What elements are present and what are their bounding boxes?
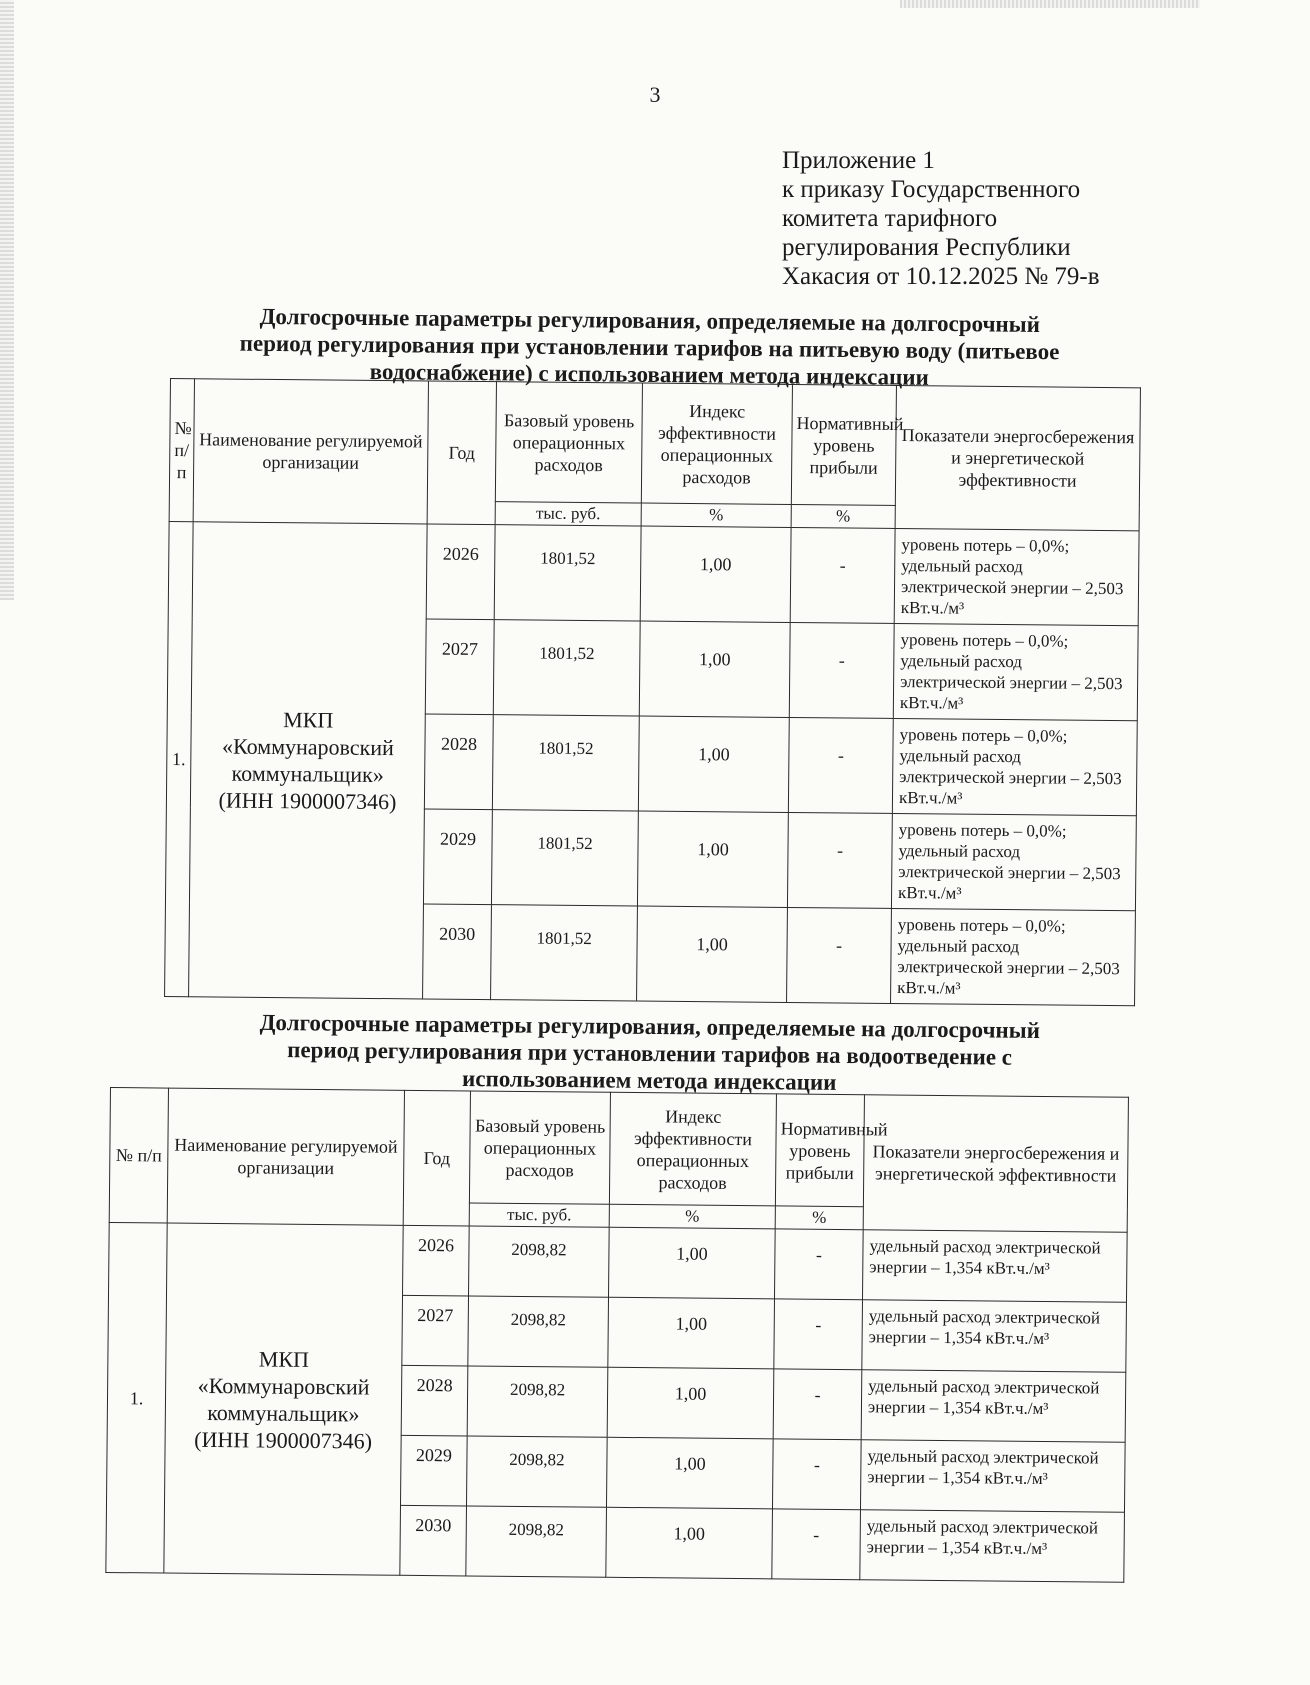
profit-level-cell: -	[787, 907, 892, 1003]
org-line: «Коммунаровский	[197, 1372, 370, 1400]
efficiency-index-cell: 1,00	[638, 716, 789, 812]
profit-level-cell: -	[772, 1439, 861, 1510]
table-row	[109, 1222, 1128, 1302]
row-number: 1.	[106, 1222, 167, 1573]
unit-efficiency-index: %	[609, 1204, 775, 1229]
profit-level-cell: -	[789, 622, 894, 718]
title-line: водоснабжение) с использованием метода индексации	[369, 358, 929, 390]
efficiency-index-cell: 1,00	[608, 1297, 775, 1369]
base-opex-cell: 1801,52	[493, 620, 640, 716]
base-opex-cell: 2098,82	[467, 1366, 608, 1437]
energy-indicator-cell: удельный расход электрической энергии – 1,354 кВт.ч./м³	[861, 1370, 1126, 1443]
year-cell: 2026	[403, 1225, 470, 1296]
profit-level-cell: -	[788, 717, 893, 813]
organization-name	[189, 522, 428, 999]
title-line: Долгосрочные параметры регулирования, определяемые на долгосрочный	[259, 303, 1041, 338]
header-year: Год	[403, 1090, 470, 1226]
profit-level-cell: -	[774, 1299, 863, 1370]
profit-level-cell: -	[773, 1369, 862, 1440]
header-energy-indicators: Показатели энергосбережения и энергетической эффективности	[863, 1095, 1128, 1233]
year-cell: 2030	[423, 904, 492, 1000]
energy-indicator-cell: уровень потерь – 0,0%; удельный расход электрической энергии – 2,503 кВт.ч./м³	[894, 528, 1139, 625]
title-line: Долгосрочные параметры регулирования, определяемые на долгосрочный	[259, 1009, 1041, 1044]
header-year: Год	[427, 381, 496, 525]
base-opex-cell: 2098,82	[466, 1506, 607, 1577]
org-line: коммунальщик»	[231, 760, 384, 788]
energy-indicator-cell: уровень потерь – 0,0%; удельный расход электрической энергии – 2,503 кВт.ч./м³	[892, 718, 1137, 815]
year-cell: 2029	[423, 809, 492, 905]
year-cell: 2028	[424, 714, 493, 810]
unit-base-opex: тыс. руб.	[469, 1203, 609, 1227]
unit-efficiency-index: %	[641, 503, 791, 527]
unit-base-opex: тыс. руб.	[495, 502, 641, 526]
energy-indicator-cell: уровень потерь – 0,0%; удельный расход электрической энергии – 2,503 кВт.ч./м³	[893, 623, 1138, 720]
base-opex-cell: 1801,52	[494, 525, 641, 621]
base-opex-cell: 1801,52	[491, 905, 638, 1001]
title-line: период регулирования при установлении тарифов на водоотведение с	[287, 1037, 1013, 1070]
header-profit-level: Нормативный уровень прибыли	[791, 384, 896, 505]
page-number: 3	[649, 82, 661, 107]
base-opex-cell: 1801,52	[491, 810, 638, 906]
table-header-row	[109, 1088, 1128, 1210]
year-cell: 2027	[425, 619, 494, 715]
header-efficiency-index: Индекс эффективности операционных расходов	[609, 1092, 776, 1206]
title-line: период регулирования при установлении тарифов на питьевую воду (питьевое	[239, 330, 1060, 365]
header-base-opex: Базовый уровень операционных расходов	[469, 1091, 610, 1204]
energy-indicator-cell: удельный расход электрической энергии – 1,354 кВт.ч./м³	[862, 1300, 1127, 1373]
efficiency-index-cell: 1,00	[609, 1227, 776, 1299]
efficiency-index-cell: 1,00	[639, 621, 790, 717]
appendix-line: Приложение 1	[782, 147, 935, 174]
header-organization: Наименование регулируемой организации	[193, 379, 428, 524]
energy-indicator-cell: удельный расход электрической энергии – 1,354 кВт.ч./м³	[862, 1230, 1127, 1303]
appendix-line: Хакасия от 10.12.2025 № 79-в	[782, 263, 1100, 290]
header-energy-indicators: Показатели энергосбережения и энергетической эффективности	[895, 385, 1140, 530]
organization-name	[164, 1223, 403, 1575]
org-line: (ИНН 1900007346)	[218, 787, 397, 815]
appendix-reference	[782, 146, 1100, 291]
org-line: МКП	[258, 1345, 310, 1372]
unit-profit-level: %	[791, 504, 895, 528]
sewer-table-title	[179, 1008, 1120, 1099]
appendix-line: к приказу Государственного	[782, 176, 1081, 203]
year-cell: 2027	[402, 1295, 469, 1366]
base-opex-cell: 2098,82	[468, 1296, 609, 1367]
base-opex-cell: 2098,82	[469, 1226, 610, 1297]
efficiency-index-cell: 1,00	[607, 1367, 774, 1439]
year-cell: 2028	[401, 1365, 468, 1436]
scan-top-artifact	[900, 0, 1200, 8]
header-efficiency-index: Индекс эффективности операционных расходов	[641, 383, 792, 504]
efficiency-index-cell: 1,00	[606, 1437, 773, 1509]
org-line: «Коммунаровский	[221, 733, 394, 761]
unit-profit-level: %	[775, 1206, 863, 1230]
year-cell: 2029	[400, 1435, 467, 1506]
row-number: 1.	[165, 521, 194, 996]
title-line: использованием метода индексации	[461, 1065, 837, 1095]
appendix-line: комитета тарифного	[782, 205, 998, 232]
water-parameters-table	[164, 378, 1141, 1006]
energy-indicator-cell: удельный расход электрической энергии – 1,354 кВт.ч./м³	[860, 1440, 1125, 1513]
sewer-parameters-table	[105, 1087, 1129, 1583]
org-line: МКП	[283, 707, 334, 733]
table-header-row	[169, 379, 1140, 508]
base-opex-cell: 1801,52	[492, 715, 639, 811]
org-line: коммунальщик»	[207, 1399, 360, 1426]
profit-level-cell: -	[772, 1509, 861, 1580]
table-row	[168, 521, 1139, 625]
year-cell: 2030	[400, 1505, 467, 1576]
efficiency-index-cell: 1,00	[606, 1507, 773, 1579]
energy-indicator-cell: удельный расход электрической энергии – 1,354 кВт.ч./м³	[860, 1510, 1125, 1583]
profit-level-cell: -	[787, 812, 892, 908]
energy-indicator-cell: уровень потерь – 0,0%; удельный расход электрической энергии – 2,503 кВт.ч./м³	[891, 813, 1136, 910]
base-opex-cell: 2098,82	[466, 1436, 607, 1507]
header-base-opex: Базовый уровень операционных расходов	[495, 382, 642, 503]
header-profit-level: Нормативный уровень прибыли	[775, 1094, 864, 1207]
appendix-line: регулирования Республики	[782, 234, 1071, 261]
header-number: № п/п	[109, 1088, 168, 1224]
profit-level-cell: -	[774, 1229, 863, 1300]
year-cell: 2026	[426, 524, 495, 620]
header-number: № п/п	[169, 379, 194, 522]
profit-level-cell: -	[790, 527, 895, 623]
energy-indicator-cell: уровень потерь – 0,0%; удельный расход электрической энергии – 2,503 кВт.ч./м³	[891, 908, 1136, 1005]
efficiency-index-cell: 1,00	[640, 526, 791, 622]
header-organization: Наименование регулируемой организации	[167, 1088, 404, 1225]
org-line: (ИНН 1900007346)	[194, 1426, 373, 1454]
efficiency-index-cell: 1,00	[637, 906, 788, 1002]
efficiency-index-cell: 1,00	[637, 811, 788, 907]
